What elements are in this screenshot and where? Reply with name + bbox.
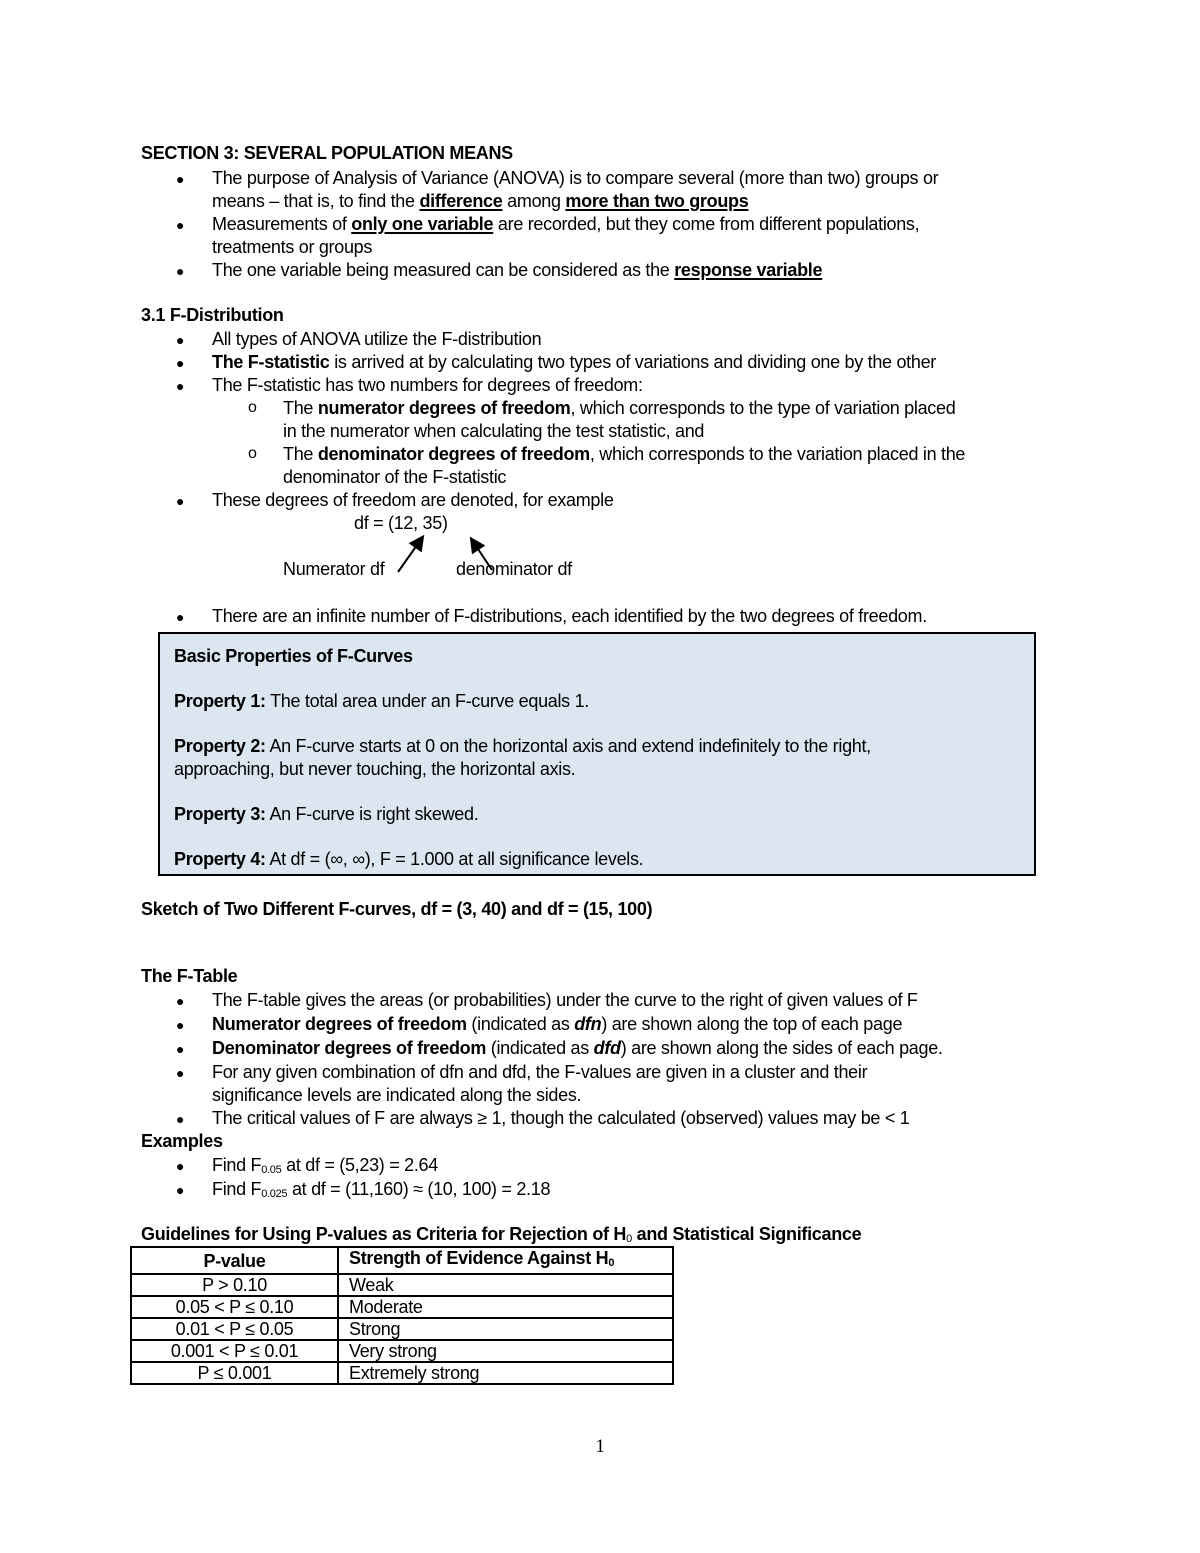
bullet-icon: ● (176, 1111, 185, 1127)
list-item: These degrees of freedom are denoted, for example (212, 490, 614, 510)
properties-title: Basic Properties of F-Curves (174, 646, 413, 666)
pvalue-cell: P > 0.10 (131, 1274, 338, 1296)
column-header: Strength of Evidence Against $H_0$ (338, 1247, 673, 1274)
table-row (131, 1296, 673, 1318)
table-header-row (131, 1247, 673, 1274)
bullet-icon: ● (176, 1158, 185, 1174)
list-item: means – that is, to find the difference among more than two groups (212, 191, 749, 211)
bullet-icon: ● (176, 1017, 185, 1033)
fdist-heading: 3.1 F-Distribution (141, 305, 284, 325)
bullet-icon: ● (176, 263, 185, 279)
section-title: SECTION 3: SEVERAL POPULATION MEANS (141, 143, 513, 163)
property-2: Property 2: An F-curve starts at 0 on the horizontal axis and extend indefinitely to the right, (174, 736, 871, 756)
bullet-icon: ● (176, 171, 185, 187)
pvalue-cell: P ≤ 0.001 (131, 1362, 338, 1384)
page-number: 1 (595, 1436, 605, 1457)
strength-cell: Strong (338, 1318, 673, 1340)
list-item-continuation: treatments or groups (212, 237, 373, 257)
list-item: Denominator degrees of freedom (indicated as dfd) are shown along the sides of each page. (212, 1038, 943, 1058)
properties-box (158, 632, 1036, 876)
list-item-continuation: significance levels are indicated along the sides. (212, 1085, 582, 1105)
strength-cell: Moderate (338, 1296, 673, 1318)
example-item: Find $F_{0.025}$ at df = (11,160) ≈ (10, 100) = 2.18 (212, 1179, 551, 1200)
example-item: Find $F_{0.05}$ at df = (5,23) = 2.64 (212, 1155, 438, 1176)
pvalue-table (130, 1246, 674, 1385)
strength-cell: Very strong (338, 1340, 673, 1362)
ftable-heading: The F-Table (141, 966, 238, 986)
bullet-icon: ● (176, 378, 185, 394)
sub-list-item-continuation: denominator of the F-statistic (283, 467, 507, 487)
sub-list-item: The numerator degrees of freedom, which corresponds to the type of variation placed (283, 398, 956, 418)
guidelines-heading: Guidelines for Using P-values as Criteria for Rejection of $H_0$ and Statistical Significance (141, 1224, 862, 1245)
pvalue-cell: 0.05 < P ≤ 0.10 (131, 1296, 338, 1318)
column-header: P-value (131, 1247, 338, 1274)
bullet-icon: ● (176, 493, 185, 509)
strength-cell: Weak (338, 1274, 673, 1296)
list-item: The purpose of Analysis of Variance (ANOVA) is to compare several (more than two) groups or (212, 168, 939, 188)
table-row (131, 1274, 673, 1296)
list-item: The one variable being measured can be considered as the response variable (212, 260, 823, 280)
table-row (131, 1318, 673, 1340)
bullet-icon: ● (176, 217, 185, 233)
pvalue-cell: 0.001 < P ≤ 0.01 (131, 1340, 338, 1362)
numerator-label: Numerator df (283, 559, 385, 579)
list-item: The F-statistic is arrived at by calculating two types of variations and dividing one by the other (212, 352, 936, 372)
table-row (131, 1340, 673, 1362)
bullet-icon: ● (176, 355, 185, 371)
sub-bullet-icon: o (248, 399, 257, 416)
bullet-icon: ● (176, 993, 185, 1009)
pvalue-cell: 0.01 < P ≤ 0.05 (131, 1318, 338, 1340)
bullet-icon: ● (176, 609, 185, 625)
sub-bullet-icon: o (248, 445, 257, 462)
sub-list-item-continuation: in the numerator when calculating the test statistic, and (283, 421, 705, 441)
sketch-heading: Sketch of Two Different F-curves, df = (3, 40) and df = (15, 100) (141, 899, 653, 919)
property-2-continuation: approaching, but never touching, the horizontal axis. (174, 759, 576, 779)
property-1: Property 1: The total area under an F-curve equals 1. (174, 691, 590, 711)
denominator-label: denominator df (456, 559, 572, 579)
list-item: All types of ANOVA utilize the F-distribution (212, 329, 542, 349)
bullet-icon: ● (176, 1182, 185, 1198)
list-item: The F-table gives the areas (or probabilities) under the curve to the right of given values of F (212, 990, 918, 1010)
bullet-icon: ● (176, 1041, 185, 1057)
property-4: Property 4: At df = (∞, ∞), F = 1.000 at all significance levels. (174, 849, 644, 869)
sub-list-item: The denominator degrees of freedom, which corresponds to the variation placed in the (283, 444, 966, 464)
list-item: There are an infinite number of F-distributions, each identified by the two degrees of freedom. (212, 606, 927, 626)
property-3: Property 3: An F-curve is right skewed. (174, 804, 479, 824)
list-item: For any given combination of dfn and dfd, the F-values are given in a cluster and their (212, 1062, 868, 1082)
list-item: Numerator degrees of freedom (indicated as dfn) are shown along the top of each page (212, 1014, 903, 1034)
strength-cell: Extremely strong (338, 1362, 673, 1384)
list-item: The critical values of F are always ≥ 1, though the calculated (observed) values may be < 1 (212, 1108, 910, 1128)
table-row (131, 1362, 673, 1384)
bullet-icon: ● (176, 1065, 185, 1081)
bullet-icon: ● (176, 332, 185, 348)
list-item: Measurements of only one variable are recorded, but they come from different populations, (212, 214, 920, 234)
list-item: The F-statistic has two numbers for degrees of freedom: (212, 375, 643, 395)
df-example: df = (12, 35) (354, 513, 448, 533)
examples-heading: Examples (141, 1131, 223, 1151)
